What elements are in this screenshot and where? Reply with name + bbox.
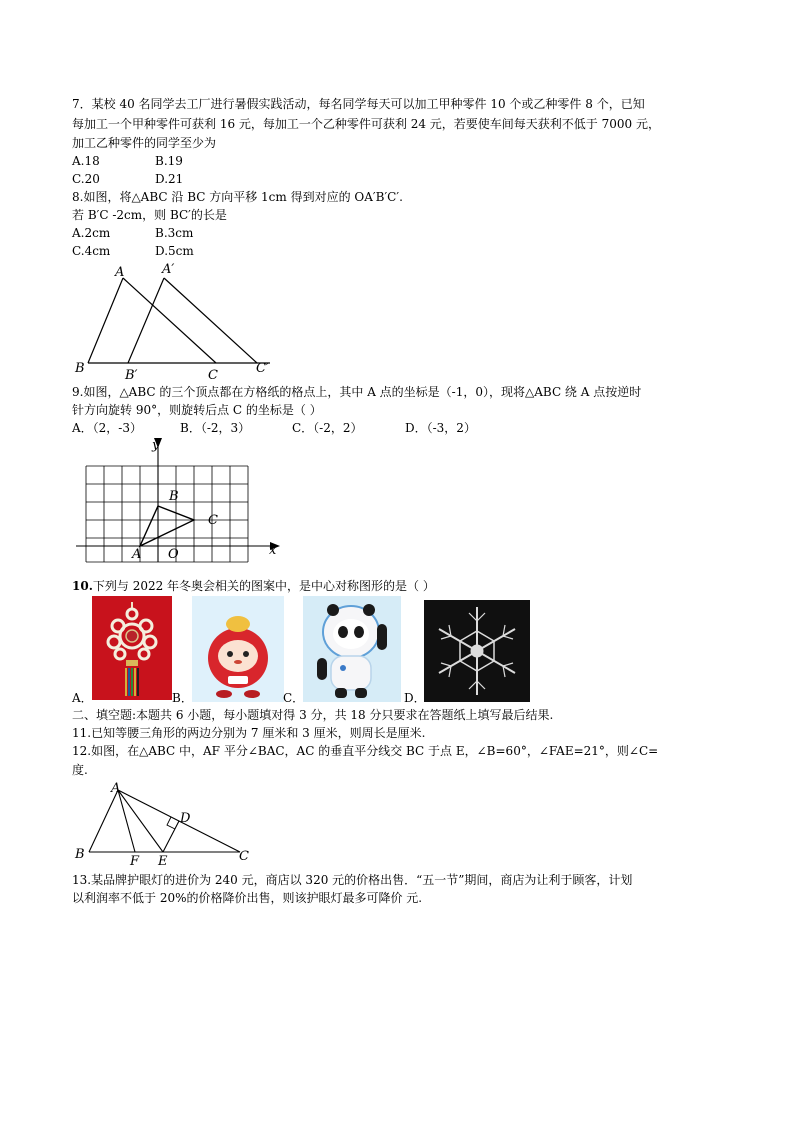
q8-option-a: A.2cm xyxy=(72,226,111,240)
section-2-heading: 二、填空题:本题共 6 小题，每小题填对得 3 分，共 18 分只要求在答题纸上填写最后结果. xyxy=(72,708,554,722)
q12-line1: 12.如图，在△ABC 中，AF 平分∠BAC，AC 的垂直平分线交 BC 于点 E，∠B=60°，∠FAE=21°，则∠C= xyxy=(72,744,659,758)
q12-triangle-figure xyxy=(72,780,256,868)
q9-option-d: D．（-3，2） xyxy=(405,421,476,435)
q12-label-b: B xyxy=(75,847,85,862)
q12-label-a: A xyxy=(111,781,121,796)
q7-option-a: A.18 xyxy=(72,154,100,168)
q12-label-f: F xyxy=(130,854,140,868)
q8-option-d: D.5cm xyxy=(155,244,194,258)
q9-line2: 针方向旋转 90°，则旋转后点 C 的坐标是（ ） xyxy=(72,403,322,417)
q9-label-c: C xyxy=(208,513,218,528)
q9-option-b: B．（-2，3） xyxy=(180,421,251,435)
q9-grid xyxy=(86,466,248,562)
q8-segment-ac xyxy=(123,278,216,363)
q12-segment-ae xyxy=(118,790,163,852)
q8-line1: 8.如图，将△ABC 沿 BC 方向平移 1cm 得到对应的 OA′B′C′. xyxy=(72,190,403,204)
q8-option-c: C.4cm xyxy=(72,244,111,258)
q12-segment-ed xyxy=(163,821,179,852)
q10-image-snowflake xyxy=(424,600,530,702)
q9-option-a: A．（2，-3） xyxy=(72,421,142,435)
q12-segment-af xyxy=(118,790,135,852)
q10-line xyxy=(72,578,435,594)
q10-image-panda-mascot xyxy=(303,596,401,702)
q9-label-o: O xyxy=(168,547,179,562)
q9-label-a: A xyxy=(132,547,142,562)
q10-image-chinese-knot xyxy=(92,596,172,700)
q11-text: 11.已知等腰三角形的两边分别为 7 厘米和 3 厘米，则周长是厘米. xyxy=(72,726,426,740)
q9-line1: 9.如图，△ABC 的三个顶点都在方格纸的格点上，其中 A 点的坐标是（-1，0），现将△ABC 绕 A 点按逆时 xyxy=(72,385,642,399)
q7-option-c: C.20 xyxy=(72,172,100,186)
q10-option-a: A． xyxy=(72,691,93,705)
q10-option-b: B． xyxy=(172,691,193,705)
q10-option-d: D． xyxy=(404,691,426,705)
q10-option-c: C． xyxy=(283,691,305,705)
q8-label-b: B xyxy=(75,361,85,376)
q7-option-b: B.19 xyxy=(155,154,183,168)
q7-line3: 加工乙种零件的同学至少为 xyxy=(72,136,217,150)
q12-line2: 度. xyxy=(72,763,88,777)
q9-label-x: x xyxy=(269,543,277,558)
q7-line1: 7．某校 40 名同学去工厂进行暑假实践活动，每名同学每天可以加工甲种零件 10 个或乙种零件 8 个，已知 xyxy=(72,97,645,111)
q12-segment-ab xyxy=(89,790,118,852)
q8-label-a: A xyxy=(115,265,125,280)
q10-text: 下列与 2022 年冬奥会相关的图案中，是中心对称图形的是（ ） xyxy=(92,579,435,593)
q9-triangle-abc xyxy=(140,506,194,546)
q13-line1: 13.某品牌护眼灯的进价为 240 元，商店以 320 元的价格出售．“五一节”期间，商店为让利于顾客，计划 xyxy=(72,873,633,887)
q9-option-c: C．（-2，2） xyxy=(292,421,363,435)
q8-segment-a2c2 xyxy=(164,278,257,363)
q7-line2: 每加工一个甲种零件可获利 16 元，每加工一个乙种零件可获利 24 元，若要使车间每天获利不低于 7000 元， xyxy=(72,117,660,131)
q8-segment-a2b2 xyxy=(128,278,164,363)
q8-line2: 若 B′C -2cm，则 BC′的长是 xyxy=(72,208,227,222)
q8-label-a-prime: A′ xyxy=(162,262,175,277)
q10-number: 10. xyxy=(72,579,93,593)
q8-label-b-prime: B′ xyxy=(125,368,138,380)
q9-grid-figure xyxy=(72,436,284,568)
q10-image-lantern-mascot xyxy=(192,596,284,702)
q9-label-b: B xyxy=(169,489,179,504)
q9-label-y: y xyxy=(152,438,160,453)
q12-label-e: E xyxy=(158,854,168,868)
q13-line2: 以利润率不低于 20%的价格降价出售，则该护眼灯最多可降价 元. xyxy=(72,891,423,905)
q7-option-d: D.21 xyxy=(155,172,184,186)
q12-label-d: D xyxy=(180,811,191,826)
q8-label-c: C xyxy=(208,368,218,380)
q8-label-c-prime: C′ xyxy=(256,361,269,376)
q8-option-b: B.3cm xyxy=(155,226,194,240)
q12-label-c: C xyxy=(239,849,249,864)
q8-translation-figure xyxy=(70,258,290,380)
q8-segment-ab xyxy=(88,278,123,363)
